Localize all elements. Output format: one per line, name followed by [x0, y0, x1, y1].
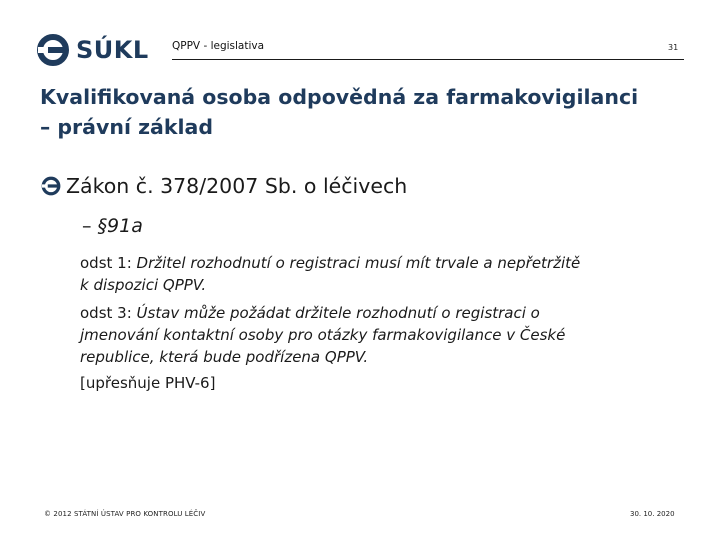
paragraph-odst-1 — [80, 252, 690, 296]
slide-number: 31 — [668, 43, 679, 52]
header-label: QPPV - legislativa — [172, 40, 265, 52]
sukl-logo-icon — [36, 33, 70, 67]
sub-bullet — [82, 215, 143, 237]
sub-bullet-text: §91a — [97, 215, 143, 237]
footer-copyright: © 2012 STÁTNÍ ÚSTAV PRO KONTROLU LÉČIV — [44, 510, 206, 518]
paragraph-line: k dispozici QPPV. — [80, 276, 207, 294]
header-divider — [172, 59, 684, 60]
sub-bullet-dash: – — [82, 215, 92, 237]
sukl-logo — [36, 30, 149, 70]
slide-title — [40, 82, 690, 142]
slide-title-line-1: Kvalifikovaná osoba odpovědná za farmakovigilanci — [40, 85, 639, 109]
main-bullet — [40, 174, 407, 198]
main-bullet-text: Zákon č. 378/2007 Sb. o léčivech — [66, 174, 408, 198]
note: [upřesňuje PHV-6] — [80, 374, 216, 392]
paragraph-line: republice, která bude podřízena QPPV. — [80, 348, 369, 366]
sukl-logo-bullet-icon — [40, 175, 62, 197]
logo-text: SÚKL — [76, 36, 149, 64]
paragraph-label: odst 3: — [80, 304, 137, 322]
slide-title-line-2: – právní základ — [40, 115, 214, 139]
paragraph-line: jmenování kontaktní osoby pro otázky farmakovigilance v České — [80, 326, 566, 344]
paragraph-label: odst 1: — [80, 254, 137, 272]
paragraph-line: Ústav může požádat držitele rozhodnutí o registraci o — [136, 304, 540, 322]
footer-date: 30. 10. 2020 — [630, 510, 675, 518]
body-text — [80, 252, 690, 394]
paragraph-odst-3 — [80, 302, 690, 368]
paragraph-line: Držitel rozhodnutí o registraci musí mít trvale a nepřetržitě — [136, 254, 581, 272]
